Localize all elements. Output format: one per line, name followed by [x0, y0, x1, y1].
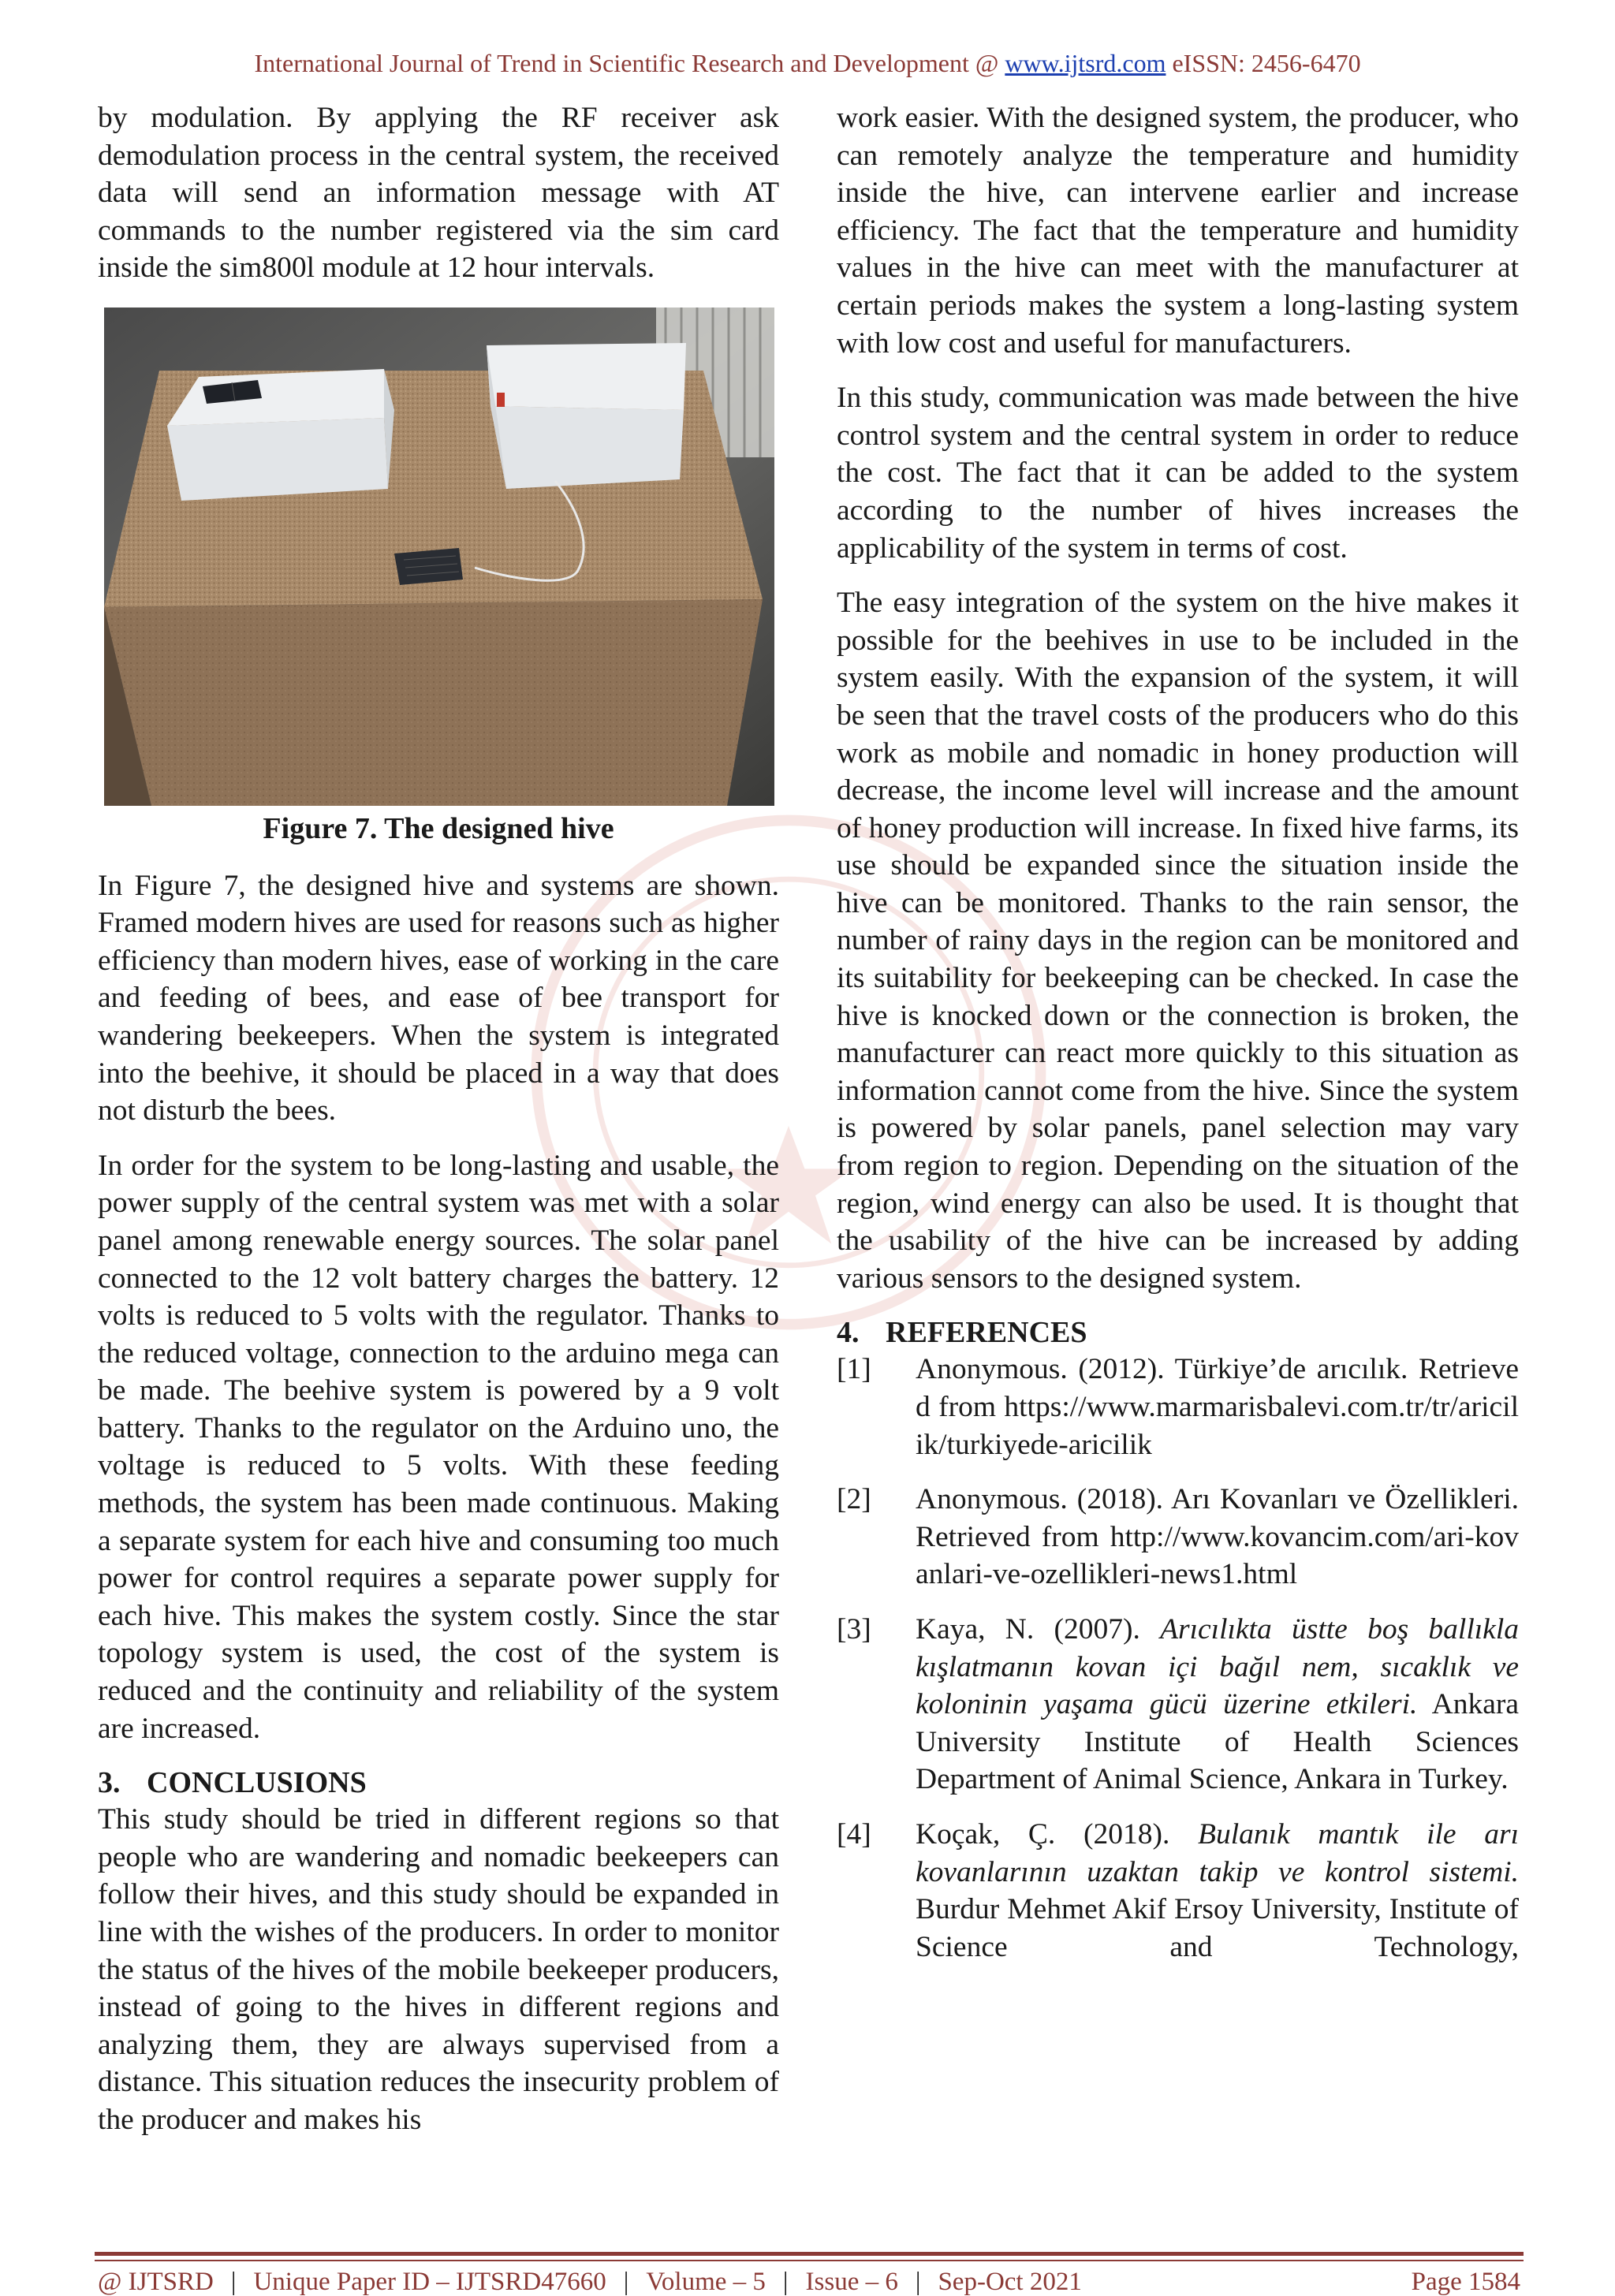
footer-journal: @ IJTSRD: [98, 2268, 214, 2296]
reference-source: Burdur Mehmet Akif Ersoy University, Institute of Science and Technology,: [916, 1893, 1519, 1963]
page-number: Page 1584: [1411, 2268, 1520, 2296]
footer-separator: |: [782, 2268, 789, 2296]
footer-date: Sep-Oct 2021: [938, 2268, 1082, 2296]
footer-issue: Issue – 6: [805, 2268, 898, 2296]
reference-title: Arıcılıkta üstte boş ballıkla kışlatmanın kovan içi bağıl nem, sıcaklık ve koloninin yaşama gücü üzerine etkileri.: [916, 1612, 1519, 1721]
paragraph-integration: The easy integration of the system on the hive makes it possible for the beehives in use to be included in the system easily. With the expansion of the system, it will be seen that the travel costs of the producers who do this work as mobile and nomadic in honey production will decrease, the income level will increase and the amount of honey production will increase. In fixed hive farms, its use should be expanded since the situation inside the hive can be monitored. Thanks to the rain sensor, the number of rainy days in the region can be monitored and its suitability for beekeeping can be checked. In case the hive is knocked down or the connection is broken, the manufacturer can react more quickly to this situation as information cannot come from the hive. Since the system is powered by solar panels, panel selection may vary from region to region. Depending on the situation of the region, wind energy can also be used. It is thought that the usability of the hive can be increased by adding various sensors to the designed system.: [837, 587, 1519, 1295]
reference-item: [837, 1611, 1519, 1798]
section-heading-conclusions: [98, 1765, 779, 1801]
journal-name: International Journal of Trend in Scientific Research and Development @: [254, 49, 999, 77]
figure-caption: Figure 7. The designed hive: [263, 811, 614, 845]
reference-text: Kaya, N. (2007).: [916, 1612, 1140, 1646]
section-heading-references: [837, 1314, 1519, 1351]
footer-paper-id: Unique Paper ID – IJTSRD47660: [253, 2268, 606, 2296]
footer-separator: |: [230, 2268, 237, 2296]
reference-number: [2]: [837, 1483, 871, 1516]
journal-url-link[interactable]: www.ijtsrd.com: [1005, 49, 1166, 77]
reference-text: Anonymous. (2018). Arı Kovanları ve Özellikleri. Retrieved from: [916, 1483, 1519, 1553]
section-number: 3.: [98, 1766, 121, 1800]
reference-source: Ankara University Institute of Health Sciences Department of Animal Science, Ankara in Turkey.: [916, 1688, 1519, 1796]
section-title: CONCLUSIONS: [147, 1766, 367, 1800]
paragraph-figure-7: In Figure 7, the designed hive and systems are shown. Framed modern hives are used for reasons such as higher efficiency than modern hives, ease of working in the care and feeding of bees, and ease of bee transport for wandering beekeepers. When the system is integrated into the beehive, it should be placed in a way that does not disturb the bees.: [98, 869, 779, 1128]
reference-url[interactable]: http://www.kovancim.com/ari-kovanlari-ve-ozellikleri-news1.html: [916, 1520, 1520, 1591]
reference-text: Koçak, Ç. (2018).: [916, 1817, 1170, 1851]
paragraph-intro: by modulation. By applying the RF receiver ask demodulation process in the central system, the received data will send an information message with AT commands to the number registered via the sim card inside the sim800l module at 12 hour intervals.: [98, 102, 779, 285]
reference-title: Bulanık mantık ile arı kovanlarının uzaktan takip ve kontrol sistemi.: [916, 1817, 1520, 1888]
paragraph-conclusions: This study should be tried in different regions so that people who are wandering and nomadic beekeepers can follow their hives, and this study should be expanded in line with the wishes of the producers. In order to monitor the status of the hives of the mobile beekeeper producers, instead of going to the hives in different regions and analyzing them, they are always supervised from a distance. This situation reduces the insecurity problem of the producer and makes his: [98, 1803, 779, 2136]
paragraph-communication: In this study, communication was made between the hive control system and the central system in order to reduce the cost. The fact that it can be added to the system according to the number of hives increases the applicability of the system in terms of cost.: [837, 382, 1519, 565]
right-hive-box: [487, 343, 686, 489]
section-number: 4.: [837, 1316, 860, 1350]
reference-item: [837, 1481, 1519, 1593]
reference-item: [837, 1351, 1519, 1463]
reference-number: [3]: [837, 1612, 871, 1646]
hive-photo: [104, 308, 774, 806]
reference-number: [1]: [837, 1353, 871, 1386]
running-header: [0, 49, 1615, 78]
left-column: [98, 99, 779, 2156]
footer-separator: |: [623, 2268, 629, 2296]
reference-text: Anonymous. (2012). Türkiye’de arıcılık. Retrieved from: [916, 1353, 1519, 1423]
running-footer: [98, 2268, 1520, 2296]
footer-rule: [95, 2252, 1524, 2256]
footer-volume: Volume – 5: [646, 2268, 766, 2296]
reference-number: [4]: [837, 1817, 871, 1851]
figure-7: [98, 308, 779, 848]
paragraph-power-supply: In order for the system to be long-lasting and usable, the power supply of the central system was met with a solar panel among renewable energy sources. The solar panel connected to the 12 volt battery charges the battery. 12 volts is reduced to 5 volts with the regulator. Thanks to the reduced voltage, connection to the arduino mega can be made. The beehive system is powered by a 9 volt battery. Thanks to the regulator on the Arduino uno, the voltage is reduced to 5 volts. With these feeding methods, the system has been made continuous. Making a separate system for each hive and consuming too much power for control requires a separate power supply for each hive. This makes the system costly. Since the star topology system is used, the cost of the system is reduced and the continuity and reliability of the system are increased.: [98, 1149, 779, 1745]
reference-item: [837, 1816, 1519, 1966]
left-hive-box: [167, 369, 394, 501]
footer-separator: |: [915, 2268, 921, 2296]
paragraph-continuation: work easier. With the designed system, the producer, who can remotely analyze the temperature and humidity inside the hive, can intervene earlier and increase efficiency. The fact that the temperature and humidity values in the hive can meet with the manufacturer at certain periods makes the system a long-lasting system with low cost and useful for manufacturers.: [837, 102, 1519, 360]
footer-rule-thin: [95, 2260, 1524, 2261]
issn: eISSN: 2456-6470: [1172, 49, 1361, 77]
section-title: REFERENCES: [886, 1316, 1087, 1350]
right-column: [837, 99, 1519, 1983]
reference-url[interactable]: https://www.marmarisbalevi.com.tr/tr/aricilik/turkiyede-aricilik: [916, 1391, 1519, 1461]
